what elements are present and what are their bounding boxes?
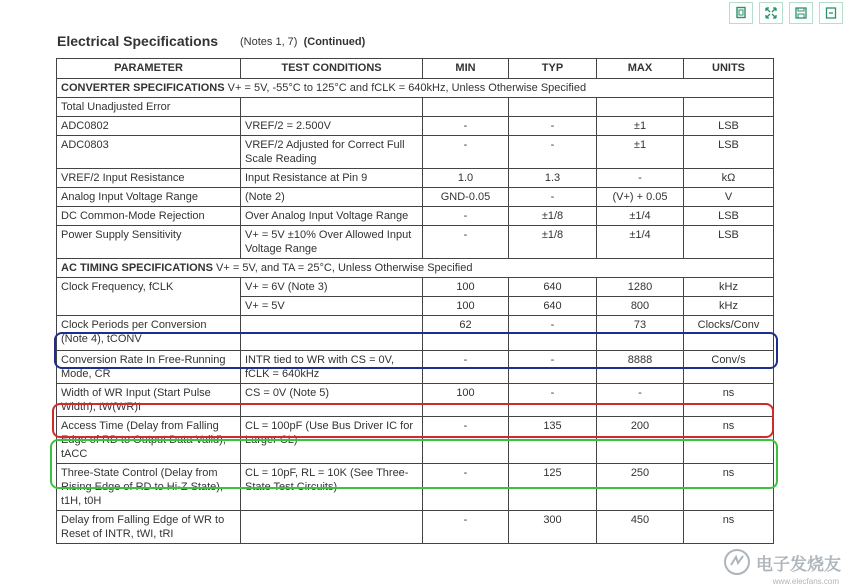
min-cell: - — [423, 417, 509, 464]
min-cell: 62 — [423, 316, 509, 351]
min-cell: - — [423, 511, 509, 544]
min-cell: - — [423, 351, 509, 384]
doc-title: Electrical Specifications — [57, 33, 219, 49]
units-cell: ns — [684, 511, 774, 544]
header-typ: TYP — [509, 59, 597, 79]
save-icon — [794, 6, 808, 20]
units-cell: LSB — [684, 117, 774, 136]
param-cell: Clock Frequency, fCLK — [57, 278, 241, 316]
param-cell: Access Time (Delay from Falling Edge of RD to Output Data Valid), tACC — [57, 417, 241, 464]
typ-cell: - — [509, 188, 597, 207]
min-cell: - — [423, 207, 509, 226]
param-cell: ADC0802 — [57, 117, 241, 136]
min-cell: 100 — [423, 384, 509, 417]
typ-cell: - — [509, 136, 597, 169]
cond-cell: CL = 100pF (Use Bus Driver IC for Larger CL) — [241, 417, 423, 464]
watermark-logo-icon — [722, 547, 752, 577]
param-cell: Conversion Rate In Free-Running Mode, CR — [57, 351, 241, 384]
header-max: MAX — [597, 59, 684, 79]
typ-cell: 300 — [509, 511, 597, 544]
min-cell: 1.0 — [423, 169, 509, 188]
min-cell: - — [423, 117, 509, 136]
units-cell: Conv/s — [684, 351, 774, 384]
max-cell: 1280 — [597, 278, 684, 297]
typ-cell: 135 — [509, 417, 597, 464]
table-row-access-time — [57, 417, 774, 464]
param-cell: Three-State Control (Delay from Rising Edge of RD to Hi-Z State), t1H, t0H — [57, 464, 241, 511]
param-cell: VREF/2 Input Resistance — [57, 169, 241, 188]
max-cell: 8888 — [597, 351, 684, 384]
cond-cell: VREF/2 Adjusted for Correct Full Scale Reading — [241, 136, 423, 169]
minimize-icon — [824, 6, 838, 20]
param-cell: Delay from Falling Edge of WR to Reset of INTR, tWI, tRI — [57, 511, 241, 544]
save-button[interactable] — [789, 2, 813, 24]
param-cell: ADC0803 — [57, 136, 241, 169]
typ-cell: 640 — [509, 278, 597, 297]
units-cell: ns — [684, 464, 774, 511]
section-ac-timing-specs — [57, 259, 774, 278]
table-row-pss — [57, 226, 774, 259]
units-cell: ns — [684, 384, 774, 417]
max-cell: ±1/4 — [597, 207, 684, 226]
cond-cell — [241, 316, 423, 351]
typ-cell: - — [509, 117, 597, 136]
max-cell: ±1/4 — [597, 226, 684, 259]
section-label: AC TIMING SPECIFICATIONS — [61, 262, 213, 274]
typ-cell: - — [509, 384, 597, 417]
cond-cell — [241, 511, 423, 544]
param-cell: Power Supply Sensitivity — [57, 226, 241, 259]
max-cell: 73 — [597, 316, 684, 351]
cond-cell: VREF/2 = 2.500V — [241, 117, 423, 136]
typ-cell: ±1/8 — [509, 207, 597, 226]
typ-cell: 640 — [509, 297, 597, 316]
table-row-three-state — [57, 464, 774, 511]
section-label: CONVERTER SPECIFICATIONS — [61, 82, 225, 94]
param-cell: DC Common-Mode Rejection — [57, 207, 241, 226]
units-cell: kHz — [684, 297, 774, 316]
table-row-adc0802 — [57, 117, 774, 136]
units-cell: V — [684, 188, 774, 207]
typ-cell: 1.3 — [509, 169, 597, 188]
typ-cell: - — [509, 316, 597, 351]
cond-cell: V+ = 6V (Note 3) — [241, 278, 423, 297]
max-cell: 200 — [597, 417, 684, 464]
cond-cell: V+ = 5V — [241, 297, 423, 316]
cond-cell: CS = 0V (Note 5) — [241, 384, 423, 417]
section-conditions: V+ = 5V, and TA = 25°C, Unless Otherwise Specified — [216, 262, 473, 274]
table-row-vref-resistance — [57, 169, 774, 188]
units-cell: LSB — [684, 226, 774, 259]
minimize-button[interactable] — [819, 2, 843, 24]
cond-cell: CL = 10pF, RL = 10K (See Three-State Test Circuits) — [241, 464, 423, 511]
typ-cell: - — [509, 351, 597, 384]
units-cell: ns — [684, 417, 774, 464]
header-parameter: PARAMETER — [57, 59, 241, 79]
table-row-clock-periods — [57, 316, 774, 351]
watermark-text: 电子发烧友 — [756, 554, 841, 575]
expand-icon — [764, 6, 778, 20]
watermark-url: www.elecfans.com — [772, 577, 839, 586]
param-cell: Total Unadjusted Error — [57, 98, 241, 117]
electrical-spec-table — [56, 58, 774, 544]
watermark — [722, 547, 841, 586]
min-cell: GND-0.05 — [423, 188, 509, 207]
table-row-conversion-rate — [57, 351, 774, 384]
max-cell: (V+) + 0.05 — [597, 188, 684, 207]
max-cell: - — [597, 169, 684, 188]
section-converter-specs — [57, 79, 774, 98]
table-row-dc-cmr — [57, 207, 774, 226]
param-cell: Clock Periods per Conversion (Note 4), tCONV — [57, 316, 241, 351]
max-cell: ±1 — [597, 117, 684, 136]
header-test-conditions: TEST CONDITIONS — [241, 59, 423, 79]
typ-cell: 125 — [509, 464, 597, 511]
notes-ref: (Notes 1, 7) — [240, 36, 298, 48]
min-cell: 100 — [423, 278, 509, 297]
doc-subtitle — [240, 36, 365, 48]
table-row-adc0803 — [57, 136, 774, 169]
param-cell: Width of WR Input (Start Pulse Width), tW(WR)I — [57, 384, 241, 417]
cond-cell: (Note 2) — [241, 188, 423, 207]
max-cell: 450 — [597, 511, 684, 544]
section-conditions: V+ = 5V, -55°C to 125°C and fCLK = 640kHz, Unless Otherwise Specified — [227, 82, 587, 94]
copy-icon — [734, 6, 748, 20]
table-row-tue — [57, 98, 774, 117]
max-cell: 800 — [597, 297, 684, 316]
param-cell: Analog Input Voltage Range — [57, 188, 241, 207]
viewer-toolbar — [729, 2, 843, 24]
units-cell: LSB — [684, 207, 774, 226]
cond-cell: Over Analog Input Voltage Range — [241, 207, 423, 226]
table-row-delay-intr — [57, 511, 774, 544]
max-cell: - — [597, 384, 684, 417]
table-row-analog-range — [57, 188, 774, 207]
cond-cell: V+ = 5V ±10% Over Allowed Input Voltage Range — [241, 226, 423, 259]
expand-button[interactable] — [759, 2, 783, 24]
typ-cell: ±1/8 — [509, 226, 597, 259]
units-cell: kHz — [684, 278, 774, 297]
units-cell: LSB — [684, 136, 774, 169]
table-header-row — [57, 59, 774, 79]
table-row-wr-width — [57, 384, 774, 417]
copy-button[interactable] — [729, 2, 753, 24]
header-min: MIN — [423, 59, 509, 79]
continued-label: (Continued) — [303, 36, 366, 48]
cond-cell: INTR tied to WR with CS = 0V, fCLK = 640kHz — [241, 351, 423, 384]
table-row-clock-frequency — [57, 278, 774, 297]
min-cell: - — [423, 136, 509, 169]
header-units: UNITS — [684, 59, 774, 79]
units-cell: Clocks/Conv — [684, 316, 774, 351]
min-cell: - — [423, 226, 509, 259]
max-cell: 250 — [597, 464, 684, 511]
cond-cell: Input Resistance at Pin 9 — [241, 169, 423, 188]
units-cell: kΩ — [684, 169, 774, 188]
max-cell: ±1 — [597, 136, 684, 169]
min-cell: - — [423, 464, 509, 511]
min-cell: 100 — [423, 297, 509, 316]
